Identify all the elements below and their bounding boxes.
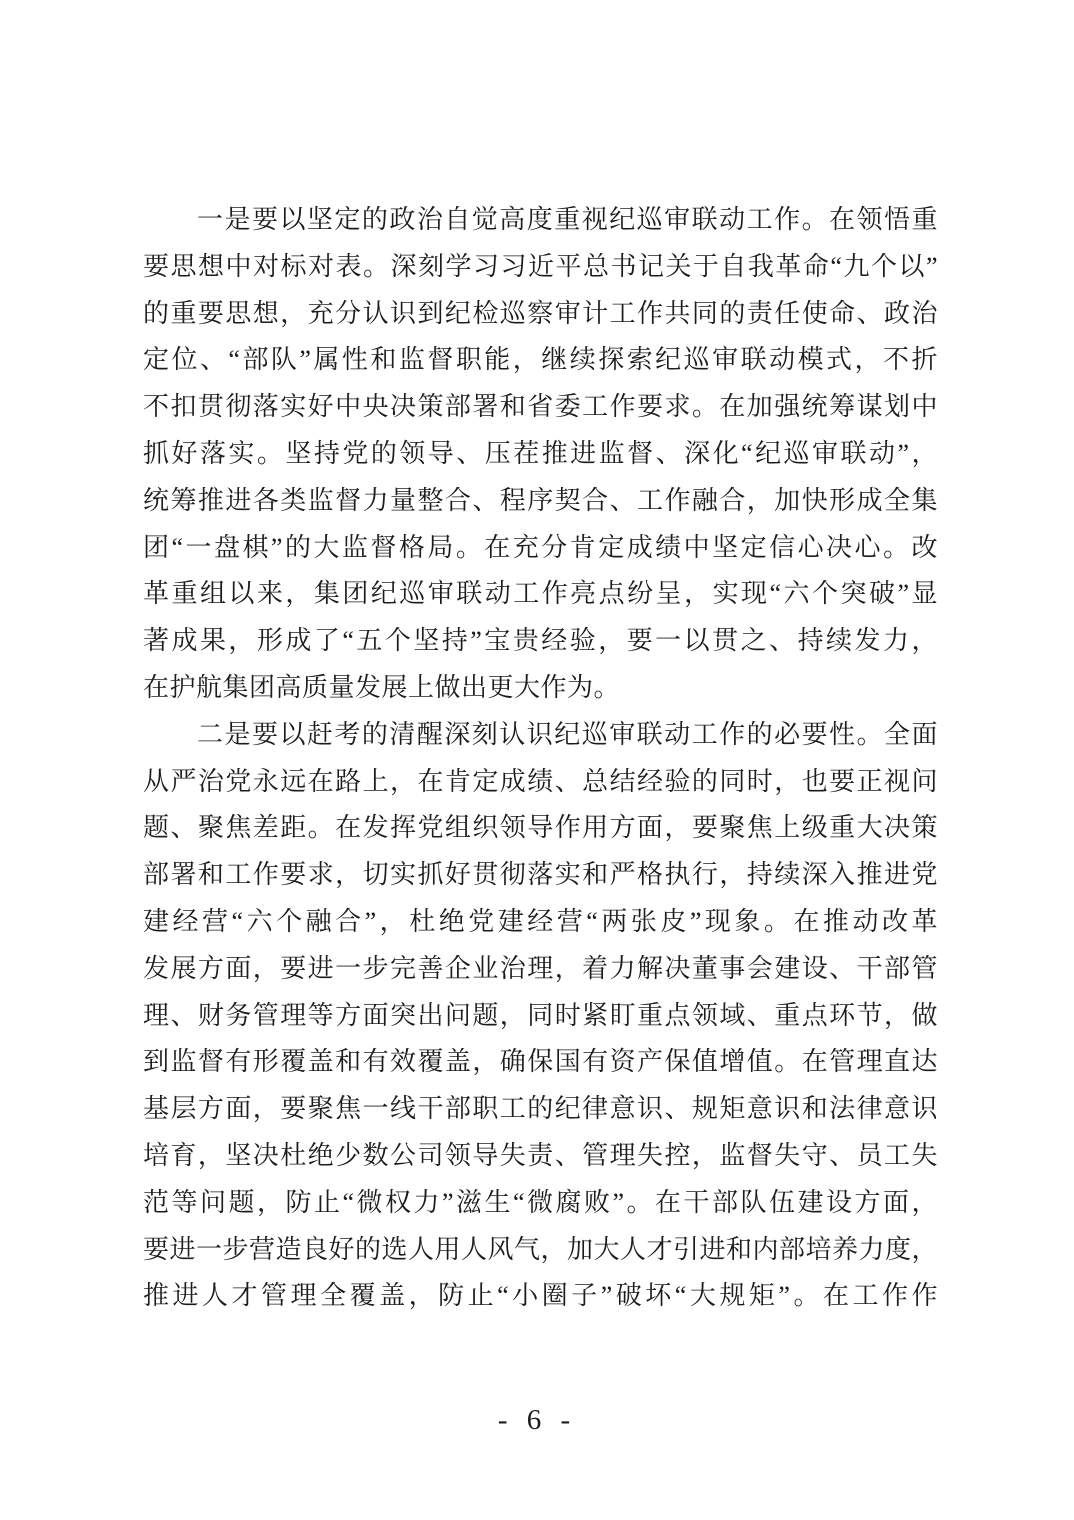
- paragraph-2: [143, 712, 938, 1320]
- paragraph-line: 基层方面，要聚焦一线干部职工的纪律意识、规矩意识和法律意识: [143, 1094, 938, 1124]
- paragraph-line: 题、聚焦差距。在发挥党组织领导作用方面，要聚焦上级重大决策: [143, 813, 938, 843]
- paragraph-line: 部署和工作要求，切实抓好贯彻落实和严格执行，持续深入推进党: [143, 860, 938, 890]
- paragraph-line: 发展方面，要进一步完善企业治理，着力解决董事会建设、干部管: [143, 953, 938, 983]
- paragraph-line: 培育，坚决杜绝少数公司领导失责、管理失控，监督失守、员工失: [143, 1140, 938, 1170]
- paragraph-line: 抓好落实。坚持党的领导、压茬推进监督、深化“纪巡审联动”，: [143, 438, 938, 468]
- page-number: - 6 -: [497, 1404, 577, 1436]
- paragraph-line: 从严治党永远在路上，在肯定成绩、总结经验的同时，也要正视问: [143, 766, 938, 796]
- paragraph-line: 著成果，形成了“五个坚持”宝贵经验，要一以贯之、持续发力，: [143, 626, 938, 656]
- paragraph-line: 推进人才管理全覆盖，防止“小圈子”破坏“大规矩”。在工作作: [143, 1281, 938, 1311]
- paragraph-line: 统筹推进各类监督力量整合、程序契合、工作融合，加快形成全集: [143, 485, 938, 515]
- paragraph-line: 定位、“部队”属性和监督职能，继续探索纪巡审联动模式，不折: [143, 345, 938, 375]
- paragraph-line: 建经营“六个融合”，杜绝党建经营“两张皮”现象。在推动改革: [143, 906, 938, 936]
- paragraph-line: 要思想中对标对表。深刻学习习近平总书记关于自我革命“九个以”: [143, 251, 938, 281]
- paragraph-line: 革重组以来，集团纪巡审联动工作亮点纷呈，实现“六个突破”显: [143, 579, 938, 609]
- paragraph-line: 团“一盘棋”的大监督格局。在充分肯定成绩中坚定信心决心。改: [143, 532, 938, 562]
- paragraph-line: 到监督有形覆盖和有效覆盖，确保国有资产保值增值。在管理直达: [143, 1047, 938, 1077]
- paragraph-line: 要进一步营造良好的选人用人风气，加大人才引进和内部培养力度，: [143, 1234, 939, 1264]
- paragraph-line: 不扣贯彻落实好中央决策部署和省委工作要求。在加强统筹谋划中: [143, 392, 938, 422]
- paragraph-line: 理、财务管理等方面突出问题，同时紧盯重点领域、重点环节，做: [143, 1000, 938, 1030]
- paragraph-line: 范等问题，防止“微权力”滋生“微腐败”。在干部队伍建设方面，: [143, 1187, 938, 1217]
- paragraph-line: 一是要以坚定的政治自觉高度重视纪巡审联动工作。在领悟重: [197, 205, 938, 234]
- paragraph-line: 在护航集团高质量发展上做出更大作为。: [143, 672, 621, 702]
- paragraph-line: 二是要以赶考的清醒深刻认识纪巡审联动工作的必要性。全面: [197, 719, 938, 749]
- paragraph-1: [143, 197, 938, 712]
- paragraph-line: 的重要思想，充分认识到纪检巡察审计工作共同的责任使命、政治: [143, 298, 938, 328]
- document-body: [143, 197, 938, 1320]
